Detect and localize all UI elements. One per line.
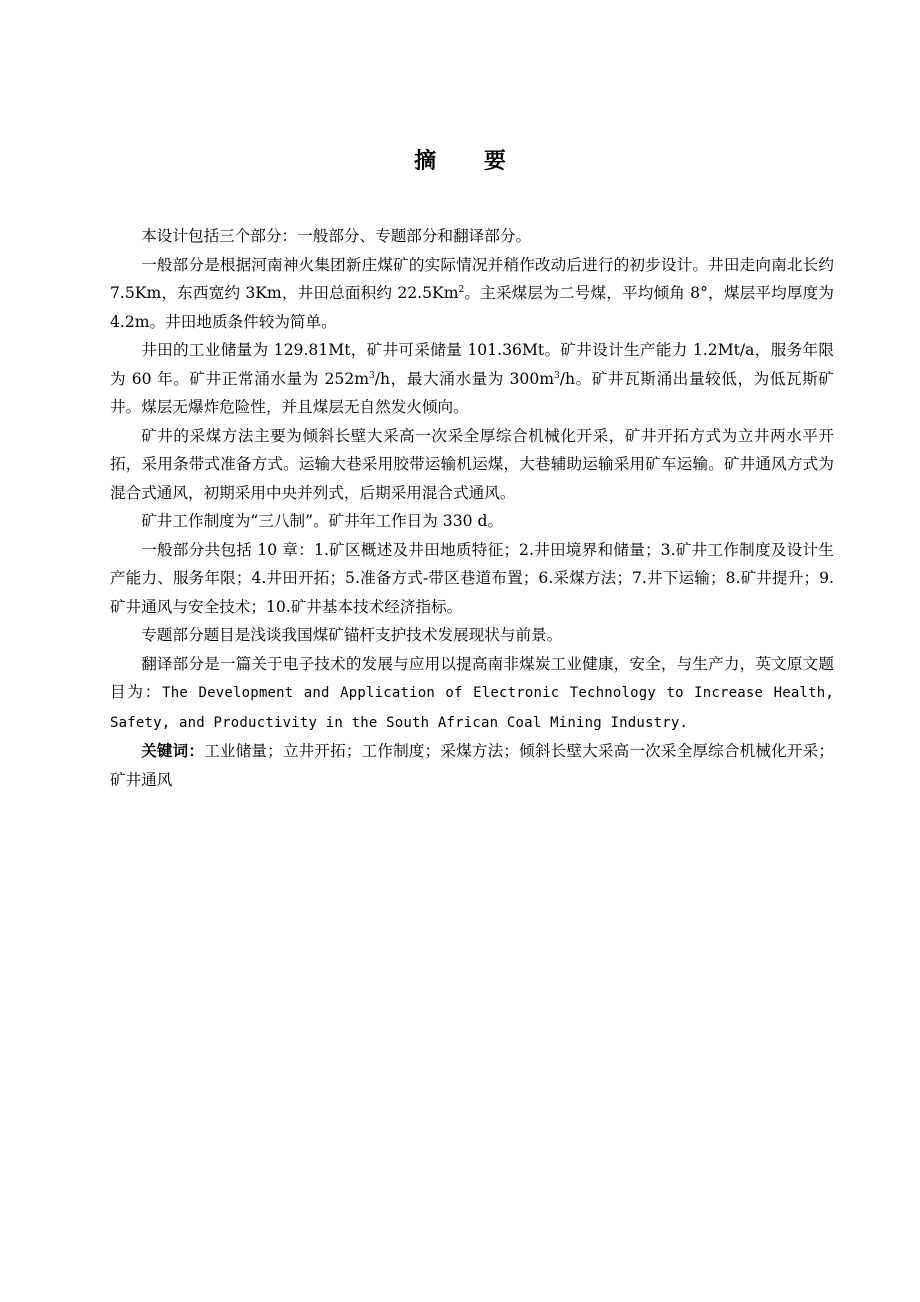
paragraph-text: 。主采煤层为二号煤，平均倾角 8°，煤层平均厚度为 4.2m。井田地质条件较为简单。 [110,284,834,331]
keywords-text: 工业储量；立井开拓；工作制度；采煤方法；倾斜长壁大采高一次采全厚综合机械化开采；矿井通风 [110,742,834,789]
paragraph-text: 一般部分是根据河南神火集团新庄煤矿的实际情况并稍作改动后进行的初步设计。井田走向南北长约 7.5Km，东西宽约 3Km，井田总面积约 22.5Km [110,255,834,302]
paragraph-text: 矿井的采煤方法主要为倾斜长壁大采高一次采全厚综合机械化开采，矿井开拓方式为立井两水平开拓，采用条带式准备方式。运输大巷采用胶带运输机运煤，大巷辅助运输采用矿车运输。矿井通风方式为混合式通风，初期采用中央并列式，后期采用混合式通风。 [110,426,834,502]
keywords [110,737,834,794]
paragraph-text: 矿井工作制度为“三八制”。矿井年工作日为 330 d。 [141,512,504,530]
paragraph-work-system [110,507,834,536]
paragraph-mining-method [110,422,834,508]
page-title: 摘 要 [414,148,526,174]
paragraph-text: 一般部分共包括 10 章：1.矿区概述及井田地质特征；2.井田境界和储量；3.矿井工作制度及设计生产能力、服务年限；4.井田开拓；5.准备方式-带区巷道布置；6.采煤方法；7.井下运输；8.矿井提升；9.矿井通风与安全技术；10.矿井基本技术经济指标。 [110,540,834,616]
paragraph-text: 本设计包括三个部分：一般部分、专题部分和翻译部分。 [141,227,532,245]
superscript: 2 [458,284,465,295]
abstract-body [110,222,834,794]
paragraph-chapters [110,536,834,622]
paragraph-special-topic [110,621,834,650]
keywords-label: 关键词： [141,742,205,760]
paragraph-text: /h。矿井瓦斯涌出量较低，为低瓦斯矿井。煤层无爆炸危险性，并且煤层无自然发火倾向。 [110,369,834,416]
paragraph-text: 专题部分题目是浅谈我国煤矿锚杆支护技术发展现状与前景。 [141,626,563,644]
english-title: The Development and Application of Electronic Technology to Increase Health, Safety, and Productivity in the South African Coal Mining Industry. [110,685,834,731]
paragraph-reserves [110,336,834,422]
paragraph-text: 井田的工业储量为 129.81Mt，矿井可采储量 101.36Mt。矿井设计生产能力 1.2Mt/a，服务年限为 60 年。矿井正常涌水量为 252m [110,341,834,388]
paragraph-text: /h，最大涌水量为 300m [374,369,555,388]
paragraph-parts [110,222,834,251]
paragraph-general [110,251,834,337]
superscript: 3 [369,370,375,381]
superscript: 3 [554,370,560,381]
paragraph-translation [110,650,834,738]
paragraph-text: 翻译部分是一篇关于电子技术的发展与应用以提高南非煤炭工业健康，安全，与生产力，英文原文题目为： [110,654,834,701]
